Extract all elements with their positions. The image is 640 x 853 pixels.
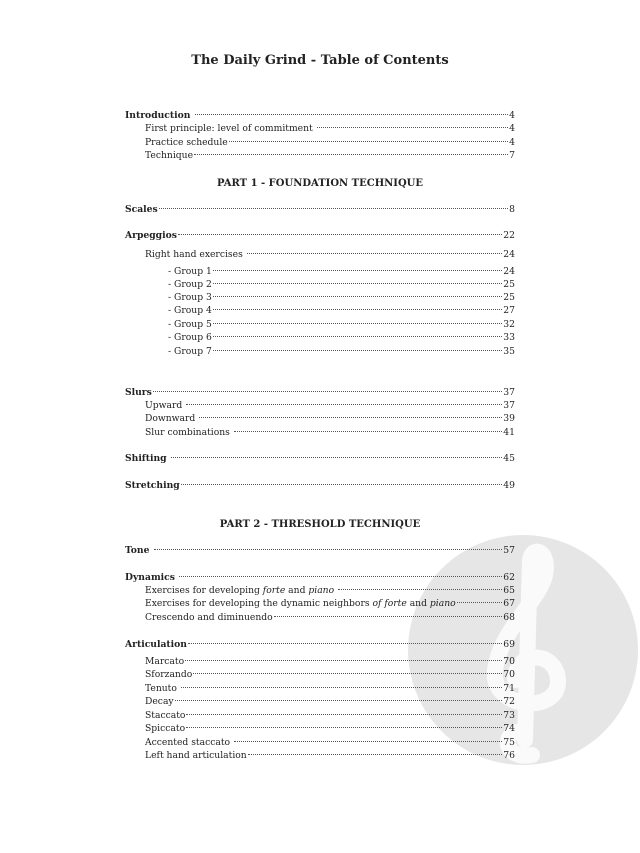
- dot-leader: [213, 270, 502, 271]
- toc-entry-label: [145, 413, 198, 425]
- toc-entry[interactable]: [168, 305, 515, 317]
- dot-leader: [229, 141, 508, 142]
- toc-entry-label: [125, 639, 187, 651]
- dot-leader: [195, 114, 509, 115]
- label-text: Marcato: [145, 656, 185, 667]
- label-text: - Group 2: [168, 279, 212, 290]
- label-text: - Group 5: [168, 319, 212, 330]
- dot-leader: [213, 336, 502, 337]
- page-number: 37: [503, 387, 515, 398]
- dot-leader: [181, 687, 502, 688]
- label-text: Exercises for developing the dynamic neighbors: [145, 598, 373, 609]
- dot-leader: [234, 741, 502, 742]
- page-number: 62: [503, 572, 515, 583]
- label-text: Right hand exercises: [145, 249, 246, 260]
- label-text: and: [406, 598, 430, 609]
- label-text: First principle: level of commitment: [145, 123, 316, 134]
- dot-leader: [213, 350, 502, 351]
- toc-entry[interactable]: [125, 204, 515, 216]
- dot-leader: [193, 673, 502, 674]
- toc-entry[interactable]: [168, 292, 515, 304]
- page-number: 39: [503, 413, 515, 424]
- toc-entry-label: [145, 696, 174, 708]
- toc-entry-label: [145, 710, 185, 722]
- toc-entry[interactable]: [145, 137, 515, 149]
- label-text: [334, 585, 337, 596]
- toc-entry-label: [168, 346, 212, 358]
- dot-leader: [186, 404, 502, 405]
- toc-entry-label: [125, 545, 153, 557]
- page-number: 33: [503, 332, 515, 343]
- toc-entry-label: [145, 683, 180, 695]
- part-2-heading: PART 2 - THRESHOLD TECHNIQUE: [219, 519, 421, 530]
- dot-leader: [181, 484, 503, 485]
- page-number: 37: [503, 400, 515, 411]
- page-number: 75: [503, 737, 515, 748]
- dot-leader: [159, 208, 508, 209]
- toc-entry-label: [145, 669, 192, 681]
- page-number: 68: [503, 612, 515, 623]
- dot-leader: [248, 754, 503, 755]
- toc-entry[interactable]: [125, 480, 515, 492]
- page-number: 74: [503, 723, 515, 734]
- label-text: Slurs: [125, 387, 152, 398]
- dot-leader: [213, 323, 502, 324]
- page-number: 24: [503, 266, 515, 277]
- label-text: Tenuto: [145, 683, 180, 694]
- label-text: - Group 7: [168, 346, 212, 357]
- page-number: 57: [503, 545, 515, 556]
- label-text: Sforzando: [145, 669, 193, 680]
- toc-entry-label: [168, 266, 212, 278]
- label-text: Scales: [125, 204, 158, 215]
- page-number: 71: [503, 683, 515, 694]
- page-number: 49: [503, 480, 515, 491]
- label-text: Dynamics: [125, 572, 179, 583]
- dot-leader: [154, 549, 503, 550]
- dot-leader: [194, 154, 508, 155]
- toc-entry-label: [168, 279, 212, 291]
- label-text: Stretching: [125, 480, 180, 491]
- label-text: Spiccato: [145, 723, 186, 734]
- toc-entry[interactable]: [168, 279, 515, 291]
- italic-term: of forte: [372, 598, 407, 609]
- label-text: Downward: [145, 413, 199, 424]
- dot-leader: [185, 660, 502, 661]
- toc-entry-label: [125, 387, 152, 399]
- toc-entry[interactable]: [145, 598, 515, 610]
- toc-entry[interactable]: [145, 427, 515, 439]
- label-text: Decay: [145, 696, 174, 707]
- dot-leader: [188, 643, 502, 644]
- toc-entry[interactable]: [145, 612, 515, 624]
- page-number: 65: [503, 585, 515, 596]
- label-text: Shifting: [125, 453, 170, 464]
- toc-entry-label: [125, 110, 194, 122]
- label-text: Articulation: [125, 639, 187, 650]
- page-number: 4: [509, 137, 515, 148]
- toc-entry[interactable]: [125, 639, 515, 651]
- dot-leader: [457, 602, 503, 603]
- toc-entry-label: [145, 427, 233, 439]
- page-number: 7: [509, 150, 515, 161]
- page-number: 27: [503, 305, 515, 316]
- toc-entry[interactable]: [145, 585, 515, 597]
- dot-leader: [213, 283, 502, 284]
- toc-entry-label: [145, 137, 228, 149]
- toc-entry[interactable]: [145, 669, 515, 681]
- toc-entry-label: [145, 737, 233, 749]
- dot-leader: [175, 700, 503, 701]
- label-text: Exercises for developing: [145, 585, 263, 596]
- toc-entry-label: [145, 249, 246, 261]
- dot-leader: [247, 253, 503, 254]
- toc-entry[interactable]: [145, 710, 515, 722]
- label-text: Slur combinations: [145, 427, 233, 438]
- dot-leader: [171, 457, 503, 458]
- toc-entry[interactable]: [168, 346, 515, 358]
- toc-entry-label: [168, 292, 212, 304]
- label-text: Crescendo and diminuendo: [145, 612, 273, 623]
- label-text: Arpeggios: [125, 230, 177, 241]
- toc-entry[interactable]: [145, 750, 515, 762]
- toc-entry-label: [145, 585, 337, 597]
- toc-entry[interactable]: [168, 332, 515, 344]
- label-text: - Group 3: [168, 292, 212, 303]
- dot-leader: [317, 127, 508, 128]
- label-text: Tone: [125, 545, 153, 556]
- toc-entry-label: [145, 656, 184, 668]
- dot-leader: [213, 309, 502, 310]
- dot-leader: [179, 576, 502, 577]
- toc-entry[interactable]: [145, 249, 515, 261]
- toc-entry-label: [125, 230, 177, 242]
- page-number: 25: [503, 292, 515, 303]
- dot-leader: [234, 431, 503, 432]
- page-number: 8: [509, 204, 515, 215]
- italic-term: piano: [308, 585, 335, 596]
- toc-entry-label: [168, 332, 212, 344]
- label-text: Practice schedule: [145, 137, 228, 148]
- page-number: 25: [503, 279, 515, 290]
- label-text: and: [285, 585, 309, 596]
- toc-entry[interactable]: [145, 723, 515, 735]
- toc-entry-label: [125, 204, 158, 216]
- toc-entry[interactable]: [145, 123, 515, 135]
- dot-leader: [274, 616, 503, 617]
- toc-entry-label: [145, 598, 456, 610]
- toc-entry-label: [168, 305, 212, 317]
- toc-entry-label: [125, 480, 180, 492]
- italic-term: forte: [262, 585, 286, 596]
- page-number: 72: [503, 696, 515, 707]
- toc-entry-label: [145, 400, 185, 412]
- page-number: 45: [503, 453, 515, 464]
- toc-entry[interactable]: [125, 572, 515, 584]
- toc-entry[interactable]: [125, 110, 515, 122]
- toc-entry[interactable]: [125, 230, 515, 242]
- label-text: Technique: [145, 150, 194, 161]
- page-number: 4: [509, 110, 515, 121]
- label-text: Upward: [145, 400, 186, 411]
- page-number: 41: [503, 427, 515, 438]
- toc-entry-label: [145, 750, 247, 762]
- label-text: Accented staccato: [145, 737, 234, 748]
- page-number: 69: [503, 639, 515, 650]
- toc-entry[interactable]: [145, 656, 515, 668]
- toc-entry[interactable]: [145, 413, 515, 425]
- toc-entry[interactable]: [168, 266, 515, 278]
- toc-entry-label: [145, 123, 316, 135]
- part-1-heading: PART 1 - FOUNDATION TECHNIQUE: [216, 178, 424, 189]
- toc-entry-label: [125, 453, 170, 465]
- label-text: - Group 4: [168, 305, 212, 316]
- dot-leader: [186, 714, 502, 715]
- toc-entry-label: [168, 319, 212, 331]
- page-number: 76: [503, 750, 515, 761]
- dot-leader: [186, 727, 502, 728]
- page-number: 4: [509, 123, 515, 134]
- toc-entry-label: [145, 723, 185, 735]
- page-number: 35: [503, 346, 515, 357]
- label-text: - Group 6: [168, 332, 212, 343]
- dot-leader: [338, 589, 502, 590]
- dot-leader: [178, 234, 502, 235]
- page-number: 67: [503, 598, 515, 609]
- page-number: 22: [503, 230, 515, 241]
- label-text: Left hand articulation: [145, 750, 247, 761]
- toc-entry[interactable]: [125, 387, 515, 399]
- toc-entry[interactable]: [145, 683, 515, 695]
- page-number: 70: [503, 656, 515, 667]
- toc-entry[interactable]: [145, 400, 515, 412]
- toc-entry[interactable]: [145, 150, 515, 162]
- toc-entry[interactable]: [125, 545, 515, 557]
- toc-entry-label: [125, 572, 178, 584]
- label-text: - Group 1: [168, 266, 212, 277]
- toc-entry-label: [145, 612, 273, 624]
- dot-leader: [199, 417, 502, 418]
- page-number: 73: [503, 710, 515, 721]
- italic-term: piano: [429, 598, 456, 609]
- page-number: 24: [503, 249, 515, 260]
- dot-leader: [213, 296, 502, 297]
- toc-entry[interactable]: [168, 319, 515, 331]
- toc-entry[interactable]: [125, 453, 515, 465]
- page-number: 32: [503, 319, 515, 330]
- toc-entry[interactable]: [145, 696, 515, 708]
- label-text: Staccato: [145, 710, 186, 721]
- page-number: 70: [503, 669, 515, 680]
- label-text: Introduction: [125, 110, 194, 121]
- dot-leader: [153, 391, 502, 392]
- page-title: The Daily Grind - Table of Contents: [191, 53, 449, 68]
- toc-entry[interactable]: [145, 737, 515, 749]
- toc-entry-label: [145, 150, 193, 162]
